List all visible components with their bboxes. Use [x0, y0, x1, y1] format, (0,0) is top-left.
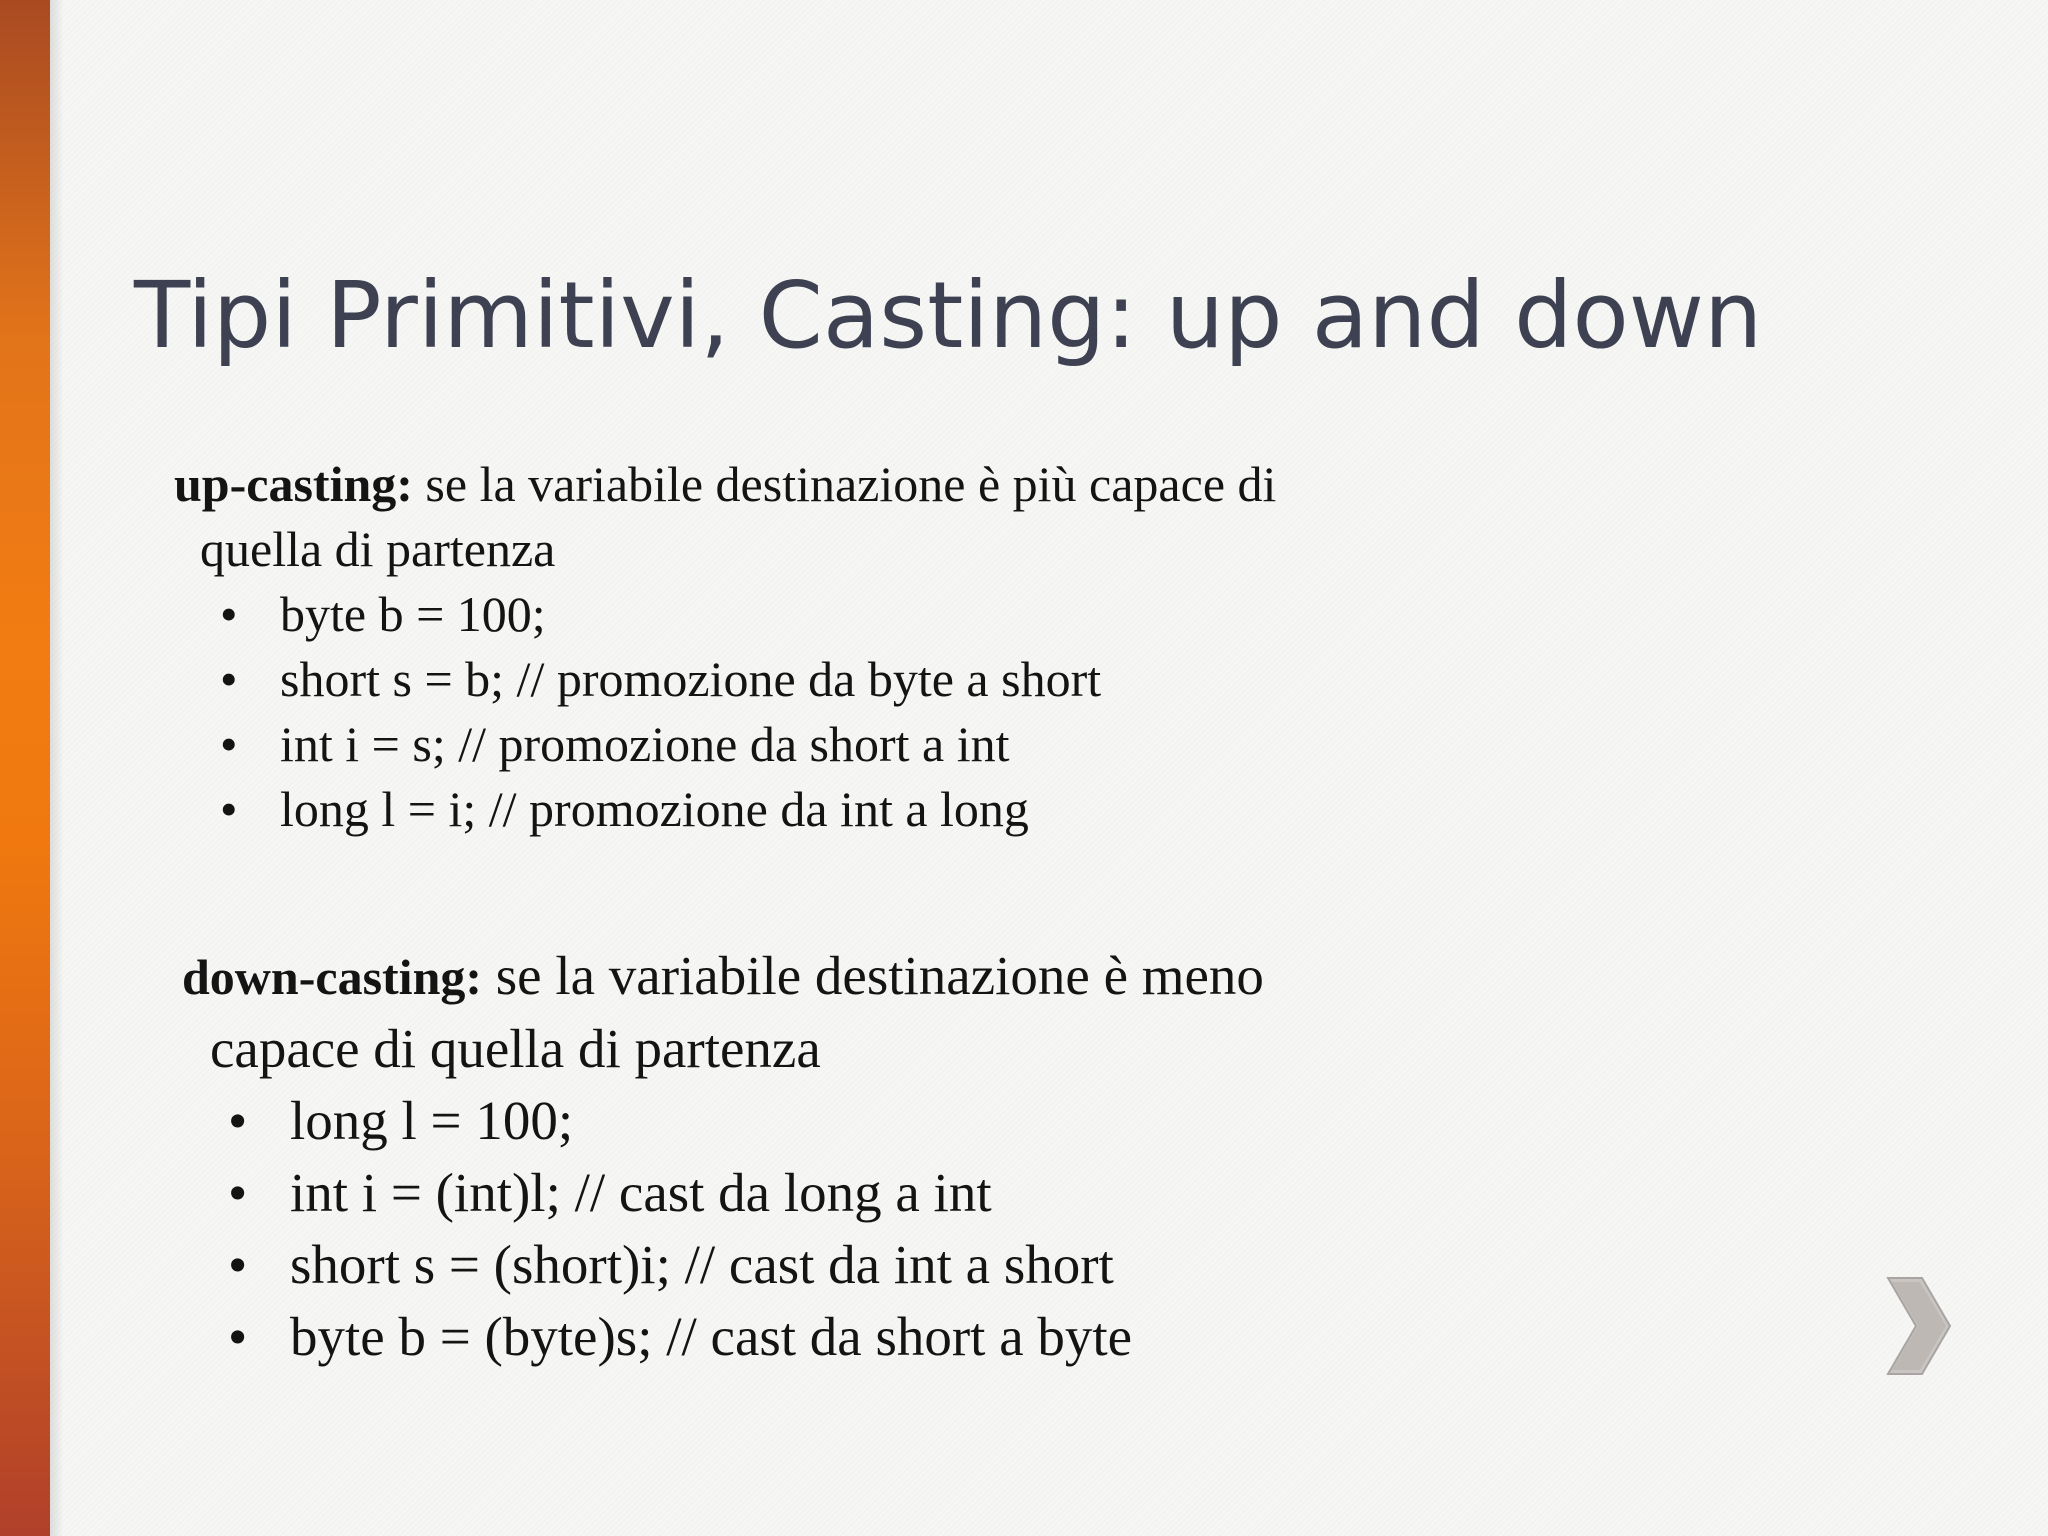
upcasting-term: up-casting:: [174, 456, 413, 512]
list-item: [182, 1229, 1264, 1301]
list-item: [182, 1301, 1264, 1373]
downcasting-term: down-casting:: [182, 949, 483, 1005]
code-line: byte b = (byte)s; // cast da short a byte: [290, 1306, 1133, 1367]
upcasting-section: [174, 452, 1276, 842]
list-item: [174, 647, 1276, 712]
list-item: [174, 712, 1276, 777]
bullet-icon: •: [220, 716, 238, 772]
code-line: short s = (short)i; // cast da int a short: [290, 1234, 1114, 1295]
code-line: long l = 100;: [290, 1090, 574, 1151]
next-slide-button[interactable]: [1884, 1270, 1954, 1382]
upcasting-description: se la variabile destinazione è più capace di: [412, 456, 1277, 512]
list-item: [182, 1085, 1264, 1157]
code-line: int i = (int)l; // cast da long a int: [290, 1162, 992, 1223]
code-line: int i = s; // promozione da short a int: [280, 716, 1010, 772]
code-line: long l = i; // promozione da int a long: [280, 781, 1029, 837]
bullet-icon: •: [220, 586, 238, 642]
code-line: short s = b; // promozione da byte a short: [280, 651, 1102, 707]
side-bar-shadow: [50, 0, 64, 1536]
bullet-icon: •: [220, 651, 238, 707]
list-item: [174, 777, 1276, 842]
chevron-right-icon: [1884, 1270, 1954, 1382]
bullet-icon: •: [228, 1090, 248, 1151]
upcasting-description-continued: quella di partenza: [200, 521, 556, 577]
slide-title: Tipi Primitivi, Casting: up and down: [134, 262, 1763, 369]
bullet-icon: •: [228, 1162, 248, 1223]
list-item: [182, 1157, 1264, 1229]
downcasting-intro: [182, 940, 1264, 1013]
list-item: [174, 582, 1276, 647]
upcasting-intro: [174, 452, 1276, 517]
bullet-icon: •: [220, 781, 238, 837]
downcasting-description-continued: capace di quella di partenza: [210, 1018, 821, 1079]
upcasting-examples-list: [174, 582, 1276, 842]
downcasting-section: [182, 940, 1264, 1373]
downcasting-examples-list: [182, 1085, 1264, 1373]
bullet-icon: •: [228, 1234, 248, 1295]
downcasting-description: se la variabile destinazione è meno: [482, 945, 1264, 1006]
decorative-side-bar: [0, 0, 50, 1536]
bullet-icon: •: [228, 1306, 248, 1367]
code-line: byte b = 100;: [280, 586, 546, 642]
